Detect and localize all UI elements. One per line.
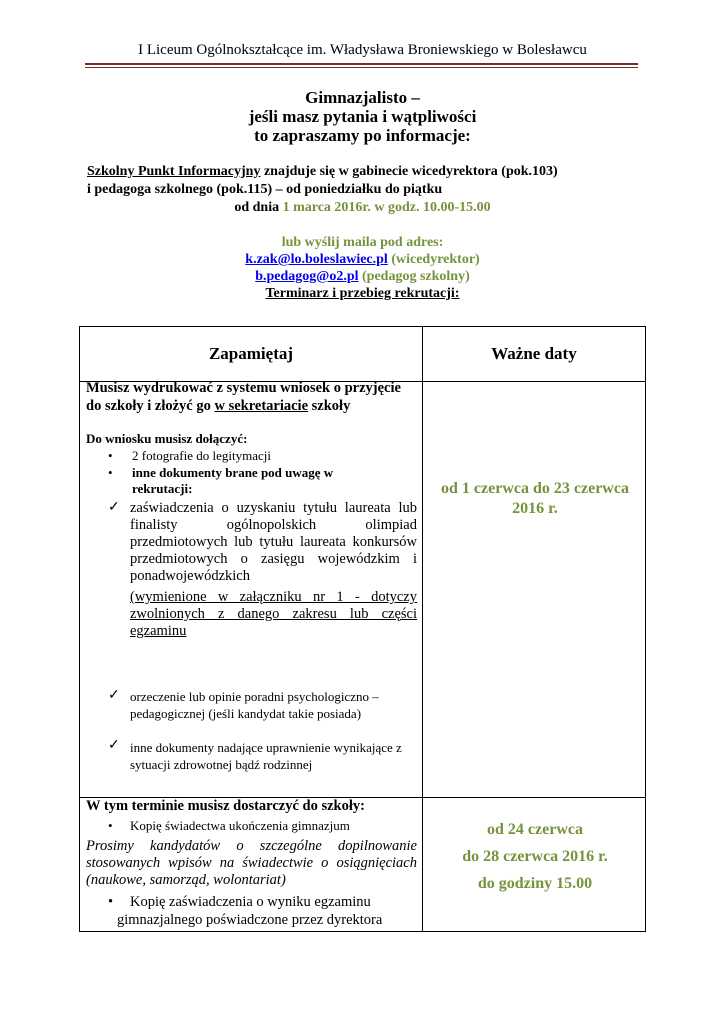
bullet-icon: • [108,448,113,463]
schedule-title: Terminarz i przebieg rekrutacji: [265,286,460,301]
header-rule-thin [85,67,638,68]
info-line-2: i pedagoga szkolnego (pok.115) – od poniedziałku do piątku [87,182,443,197]
info-point-name: Szkolny Punkt Informacyjny [87,164,261,179]
bullet-icon: • [108,465,113,480]
list-item: Kopię zaświadczenia o wyniku egzaminu [130,894,371,910]
email-line-1: k.zak@lo.boleslawiec.pl (wicedyrektor) [245,252,480,267]
info-line-3: od dnia 1 marca 2016r. w godz. 10.00-15.00 [234,200,491,215]
row1-content: Musisz wydrukować z systemu wniosek o przyjęcie do szkoły i złożyć go w sekretariacie szkoły Do wniosku musisz dołączyć: • 2 fotografie do legitymacji • inne dokumenty brane pod uwagę w rekrutacji: ✓ zaświadczenia o uzyskaniu tytułu laureata lub finalisty ogólnopolskich olimpiad przedmiotowych lub tytułu laureata konkursów przedmiotowych o zasięgu wojewódzkim i ponadwojewódzkich (wymienione w załączniku nr 1 - dotyczy zwolnionych z danego zakresu lub części egzaminu ✓ orzeczenie lub opinie poradni psychologiczno – pedagogicznej (jeśli kandydat takie posiada) ✓ inne dokumenty nadające uprawnienie wynikające z sytuacji zdrowotnej bądź rodzinnej [80,382,423,798]
title-line-2: jeśli masz pytania i wątpliwości [248,107,477,126]
checkmark-icon: ✓ [108,688,120,703]
list-item: inne dokumenty brane pod uwagę w [132,465,334,480]
email-line-2: b.pedagog@o2.pl (pedagog szkolny) [255,269,470,284]
attach-title: Do wniosku musisz dołączyć: [86,431,248,446]
bullet-icon: • [108,894,114,910]
italic-note: Prosimy kandydatów o szczególne dopilnowanie stosowanych wpisów na świadectwie o osiągnięciach (naukowe, samorząd, wolontariat) [86,838,417,888]
checkmark-icon: ✓ [108,500,120,515]
email-link-wicedyrektor[interactable]: k.zak@lo.boleslawiec.pl [245,252,388,267]
document-header: I Liceum Ogólnokształcące im. Władysława Broniewskiego w Bolesławcu [138,42,587,58]
email-link-pedagog[interactable]: b.pedagog@o2.pl [255,269,359,284]
row1-date: od 1 czerwca do 23 czerwca 2016 r. [423,382,646,798]
title-line-1: Gimnazjalisto – [305,88,420,107]
check-item-2: orzeczenie lub opinie poradni psychologiczno – pedagogicznej (jeśli kandydat takie posiada) [130,689,379,721]
row2-title: W tym terminie musisz dostarczyć do szkoły: [86,798,365,814]
check-item-1-note: (wymienione w załączniku nr 1 - dotyczy zwolnionych z danego zakresu lub części egzaminu [130,589,417,639]
check-item-1: zaświadczenia o uzyskaniu tytułu laureata lub finalisty ogólnopolskich olimpiad przedmiotowych lub tytułu laureata konkursów przedmiotowych o zasięgu wojewódzkim i ponadwojewódzkich [130,500,417,584]
list-item: 2 fotografie do legitymacji [132,448,271,463]
header-rule [85,63,638,65]
title-line-3: to zapraszamy po informacje: [254,126,471,145]
row2-date: od 24 czerwca do 28 czerwca 2016 r. do godziny 15.00 [423,798,646,932]
col-header-remember: Zapamiętaj [80,327,423,382]
check-item-3: inne dokumenty nadające uprawnienie wynikające z sytuacji zdrowotnej bądź rodzinnej [130,740,402,772]
info-line-1: Szkolny Punkt Informacyjny znajduje się w gabinecie wicedyrektora (pok.103) [87,164,558,179]
list-item-cont: rekrutacji: [132,481,193,496]
mail-intro: lub wyślij maila pod adres: [281,235,444,250]
bullet-icon: • [108,818,113,833]
checkmark-icon: ✓ [108,738,120,753]
schedule-table [79,326,646,932]
list-item-cont: gimnazjalnego poświadczone przez dyrektora [117,912,383,928]
row2-content [80,798,423,932]
col-header-dates: Ważne daty [423,327,646,382]
list-item: Kopię świadectwa ukończenia gimnazjum [130,818,350,833]
